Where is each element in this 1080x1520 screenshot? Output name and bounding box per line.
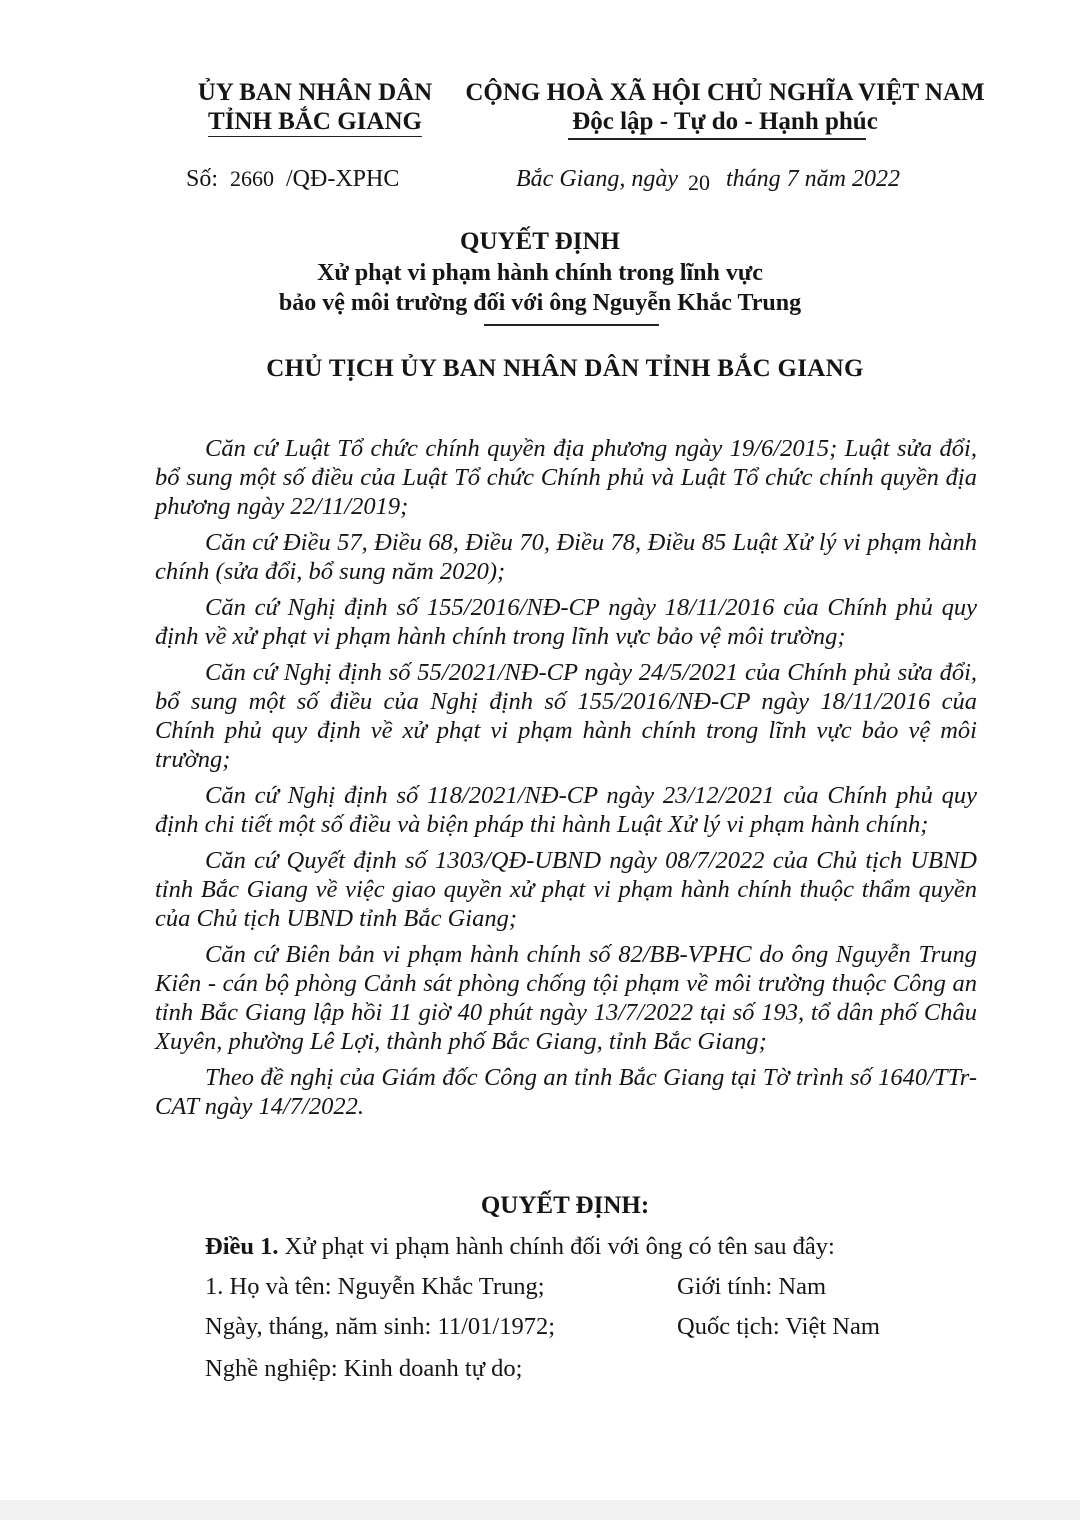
number-suffix: /QĐ-XPHC <box>286 166 400 192</box>
legal-basis: Căn cứ Luật Tổ chức chính quyền địa phương ngày 19/6/2015; Luật sửa đổi, bổ sung một số điều của Luật Tổ chức Chính phủ và Luật Tổ chức chính quyền địa phương ngày 22/11/2019; <box>155 435 977 520</box>
person-occupation: Nghề nghiệp: Kinh doanh tự do; <box>205 1355 523 1382</box>
decision-heading: QUYẾT ĐỊNH: <box>480 1192 650 1219</box>
person-gender: Giới tính: Nam <box>677 1273 827 1300</box>
legal-bases <box>155 434 977 1128</box>
number-prefix: Số: <box>186 166 219 192</box>
number-value: 2660 <box>230 166 275 191</box>
legal-basis: Căn cứ Biên bản vi phạm hành chính số 82/BB-VPHC do ông Nguyễn Trung Kiên - cán bộ phòng Cảnh sát phòng chống tội phạm về môi trường thuộc Công an tỉnh Bắc Giang lập hồi 11 giờ 40 phút ngày 13/7/2022 tại số 193, tổ dân phố Châu Xuyên, phường Lê Lợi, thành phố Bắc Giang, tỉnh Bắc Giang; <box>155 941 977 1055</box>
document-title: QUYẾT ĐỊNH <box>460 228 620 255</box>
legal-basis: Căn cứ Nghị định số 118/2021/NĐ-CP ngày 23/12/2021 của Chính phủ quy định chi tiết một số điều và biện pháp thi hành Luật Xử lý vi phạm hành chính; <box>155 782 977 838</box>
article-1-text: Xử phạt vi phạm hành chính đối với ông có tên sau đây: <box>284 1233 835 1260</box>
person-dob: Ngày, tháng, năm sinh: 11/01/1972; <box>205 1313 555 1340</box>
title-subject-line-2: bảo vệ môi trường đối với ông Nguyễn Khắc Trung <box>278 290 802 316</box>
legal-basis: Căn cứ Nghị định số 55/2021/NĐ-CP ngày 24/5/2021 của Chính phủ sửa đổi, bổ sung một số điều của Nghị định số 155/2016/NĐ-CP ngày 18/11/2016 của Chính phủ quy định về xử phạt vi phạm hành chính trong lĩnh vực bảo vệ môi trường; <box>155 659 977 773</box>
motto-underline <box>568 138 866 140</box>
title-subject-line-1: Xử phạt vi phạm hành chính trong lĩnh vực <box>317 260 763 286</box>
page-edge <box>0 1500 1080 1520</box>
legal-basis: Theo đề nghị của Giám đốc Công an tỉnh Bắc Giang tại Tờ trình số 1640/TTr-CAT ngày 14/7/2022. <box>155 1064 977 1120</box>
article-1 <box>205 1233 835 1261</box>
issuing-authority <box>150 78 480 137</box>
authority-line-2: TỈNH BẮC GIANG <box>208 108 422 135</box>
date-day: 20 <box>687 170 710 195</box>
date-prefix: Bắc Giang, ngày <box>516 166 678 192</box>
motto: Độc lập - Tự do - Hạnh phúc <box>572 108 878 135</box>
person-name: 1. Họ và tên: Nguyễn Khắc Trung; <box>205 1273 545 1300</box>
document-date <box>516 166 900 193</box>
date-rest: tháng 7 năm 2022 <box>725 166 900 192</box>
article-1-label: Điều 1. <box>205 1233 279 1260</box>
legal-basis: Căn cứ Điều 57, Điều 68, Điều 70, Điều 78, Điều 85 Luật Xử lý vi phạm hành chính (sửa đổi, bổ sung năm 2020); <box>155 529 977 585</box>
national-motto <box>450 78 1000 136</box>
legal-basis: Căn cứ Quyết định số 1303/QĐ-UBND ngày 08/7/2022 của Chủ tịch UBND tỉnh Bắc Giang về việc giao quyền xử phạt vi phạm hành chính thuộc thẩm quyền của Chủ tịch UBND tỉnh Bắc Giang; <box>155 847 977 932</box>
legal-basis: Căn cứ Nghị định số 155/2016/NĐ-CP ngày 18/11/2016 của Chính phủ quy định về xử phạt vi phạm hành chính trong lĩnh vực bảo vệ môi trường; <box>155 594 977 650</box>
country-name: CỘNG HOÀ XÃ HỘI CHỦ NGHĨA VIỆT NAM <box>465 79 985 106</box>
document-number <box>186 166 399 193</box>
issuing-authority-title: CHỦ TỊCH ỦY BAN NHÂN DÂN TỈNH BẮC GIANG <box>266 355 864 382</box>
authority-line-1: ỦY BAN NHÂN DÂN <box>197 79 433 106</box>
title-underline <box>484 324 659 326</box>
person-nationality: Quốc tịch: Việt Nam <box>677 1313 880 1340</box>
